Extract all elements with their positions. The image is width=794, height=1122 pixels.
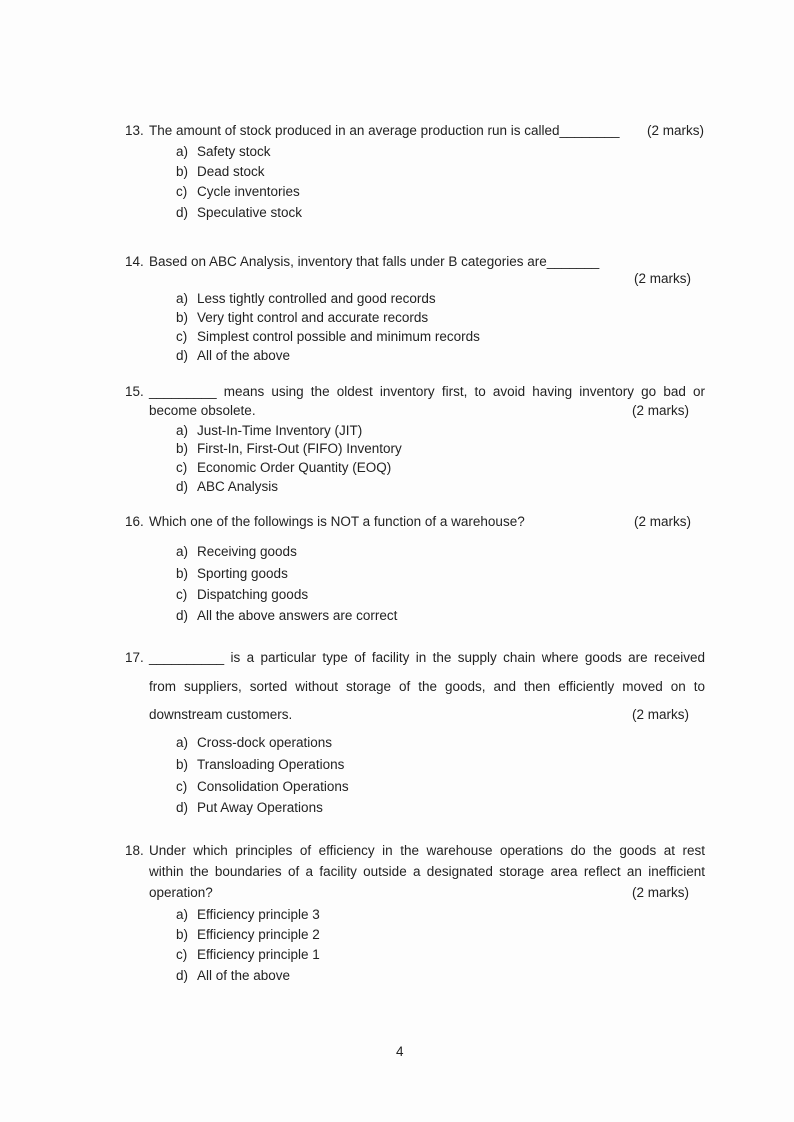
option-text: All of the above <box>197 968 291 983</box>
question-15-line-2: become obsolete. <box>149 403 256 418</box>
option-label: c) <box>176 460 188 475</box>
option-text: First-In, First-Out (FIFO) Inventory <box>197 441 402 456</box>
question-17-number: 17. <box>125 650 144 665</box>
question-18-marks: (2 marks) <box>632 885 689 900</box>
question-14-marks: (2 marks) <box>634 271 691 286</box>
option-label: b) <box>176 927 189 942</box>
question-16-number: 16. <box>125 514 144 529</box>
question-18-line-1: Under which principles of efficiency in the warehouse operations do the goods at rest <box>149 843 705 858</box>
option-label: c) <box>176 947 188 962</box>
option-text: Efficiency principle 1 <box>197 947 320 962</box>
option-text: Dead stock <box>197 164 265 179</box>
option-text: Very tight control and accurate records <box>197 310 429 325</box>
question-13-text: The amount of stock produced in an average production run is called________ <box>149 123 620 138</box>
question-17-line-3: downstream customers. <box>149 707 293 722</box>
question-17-marks: (2 marks) <box>632 707 689 722</box>
option-text: Cross-dock operations <box>197 735 333 750</box>
question-13-marks: (2 marks) <box>647 123 704 138</box>
option-label: a) <box>176 291 189 306</box>
option-label: b) <box>176 566 189 581</box>
question-16-marks: (2 marks) <box>634 514 691 529</box>
option-text: Cycle inventories <box>197 184 300 199</box>
option-text: All of the above <box>197 348 291 363</box>
option-label: c) <box>176 587 188 602</box>
option-text: Simplest control possible and minimum records <box>197 329 480 344</box>
option-text: Safety stock <box>197 144 271 159</box>
question-15-marks: (2 marks) <box>632 403 689 418</box>
option-label: d) <box>176 968 189 983</box>
question-17-line-1: __________ is a particular type of facility in the supply chain where goods are received <box>149 650 705 665</box>
question-13-number: 13. <box>125 123 144 138</box>
option-label: a) <box>176 144 189 159</box>
option-text: Put Away Operations <box>197 800 323 815</box>
option-text: Efficiency principle 3 <box>197 907 320 922</box>
question-16-text: Which one of the followings is NOT a function of a warehouse? <box>149 514 525 529</box>
option-label: d) <box>176 608 189 623</box>
option-text: Less tightly controlled and good records <box>197 291 436 306</box>
page-number: 4 <box>396 1044 404 1059</box>
option-text: All the above answers are correct <box>197 608 398 623</box>
option-label: d) <box>176 348 189 363</box>
option-text: Economic Order Quantity (EOQ) <box>197 460 392 475</box>
option-label: b) <box>176 757 189 772</box>
option-label: b) <box>176 441 189 456</box>
option-label: b) <box>176 310 189 325</box>
option-text: Efficiency principle 2 <box>197 927 320 942</box>
option-text: Just-In-Time Inventory (JIT) <box>197 423 363 438</box>
option-label: d) <box>176 479 189 494</box>
option-text: Transloading Operations <box>197 757 345 772</box>
option-text: Dispatching goods <box>197 587 309 602</box>
option-label: a) <box>176 735 189 750</box>
option-text: ABC Analysis <box>197 479 279 494</box>
question-14-text: Based on ABC Analysis, inventory that falls under B categories are_______ <box>149 254 600 269</box>
option-text: Consolidation Operations <box>197 779 349 794</box>
option-label: d) <box>176 205 189 220</box>
question-15-line-1: _________ means using the oldest inventory first, to avoid having inventory go bad or <box>149 384 705 399</box>
option-label: b) <box>176 164 189 179</box>
option-text: Speculative stock <box>197 205 303 220</box>
question-18-line-2: within the boundaries of a facility outside a designated storage area reflect an inefficient <box>149 864 705 879</box>
option-label: c) <box>176 184 188 199</box>
option-label: c) <box>176 329 188 344</box>
option-text: Receiving goods <box>197 544 297 559</box>
question-15-number: 15. <box>125 384 144 399</box>
option-label: c) <box>176 779 188 794</box>
option-text: Sporting goods <box>197 566 288 581</box>
option-label: a) <box>176 423 189 438</box>
question-17-line-2: from suppliers, sorted without storage of the goods, and then efficiently moved on to <box>149 679 705 694</box>
option-label: a) <box>176 544 189 559</box>
option-label: a) <box>176 907 189 922</box>
question-18-number: 18. <box>125 843 144 858</box>
question-18-line-3: operation? <box>149 885 213 900</box>
option-label: d) <box>176 800 189 815</box>
question-14-number: 14. <box>125 254 144 269</box>
